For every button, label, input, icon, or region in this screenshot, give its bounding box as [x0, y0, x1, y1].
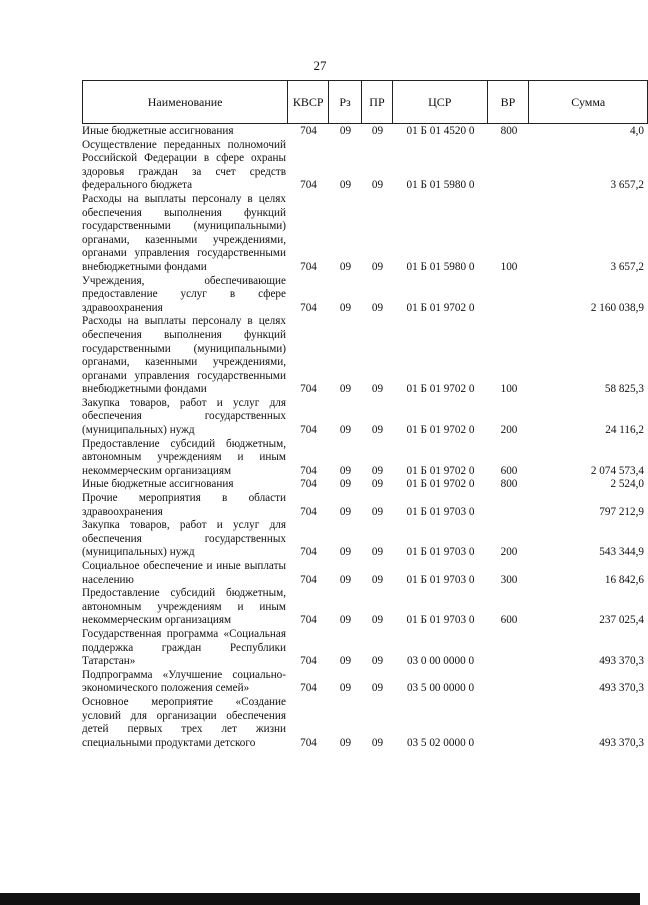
table-row: [82, 492, 648, 519]
row-kvsr: 704: [300, 573, 317, 586]
row-csr: 03 5 00 0000 0: [406, 682, 475, 695]
row-vr: 800: [500, 478, 518, 491]
row-rz: 09: [339, 736, 352, 749]
table-row: [82, 397, 648, 438]
row-kvsr: 704: [300, 179, 317, 192]
row-pr: 09: [371, 546, 384, 559]
scan-border: [0, 893, 640, 905]
row-kvsr: 704: [300, 505, 317, 518]
row-name: Учреждения, обеспечивающие предоставление услуг в сфере здравоохранения: [82, 274, 286, 314]
header-rz: Рз: [329, 81, 362, 123]
row-sum: 493 370,3: [599, 655, 644, 668]
table-row: [82, 628, 648, 669]
row-csr: 01 Б 01 9703 0: [406, 546, 475, 559]
row-rz: 09: [339, 546, 352, 559]
row-pr: 09: [371, 655, 384, 668]
row-name: Предоставление субсидий бюджетным, автономным учреждениям и иным некоммерческим организациям: [82, 587, 286, 627]
row-sum: 2 160 038,9: [590, 301, 644, 314]
row-vr: 300: [500, 573, 518, 586]
row-sum: 237 025,4: [599, 614, 644, 627]
row-rz: 09: [339, 260, 352, 273]
row-pr: 09: [371, 505, 384, 518]
row-pr: 09: [371, 682, 384, 695]
table-row: [82, 560, 648, 587]
row-sum: 493 370,3: [599, 736, 644, 749]
row-sum: 4,0: [630, 125, 644, 137]
row-vr: [488, 696, 530, 750]
row-sum: 2 524,0: [610, 478, 644, 491]
row-rz: 09: [339, 655, 352, 668]
row-name: Иные бюджетные ассигнования: [82, 125, 234, 137]
row-rz: 09: [339, 614, 352, 627]
row-kvsr: 704: [300, 383, 317, 396]
row-vr: [488, 669, 530, 696]
row-kvsr: 704: [300, 464, 317, 477]
row-rz: 09: [339, 301, 352, 314]
row-csr: 01 Б 01 4520 0: [406, 125, 475, 137]
row-rz: 09: [339, 573, 352, 586]
row-rz: 09: [339, 505, 352, 518]
table-row: [82, 669, 648, 696]
row-rz: 09: [339, 179, 352, 192]
row-kvsr: 704: [300, 682, 317, 695]
row-vr: [488, 139, 530, 193]
table-row: [82, 275, 648, 316]
row-pr: 09: [371, 464, 384, 477]
row-pr: 09: [371, 573, 384, 586]
row-name: Прочие мероприятия в области здравоохранения: [82, 492, 286, 518]
table-row: [82, 478, 648, 492]
table-row: [82, 139, 648, 193]
row-kvsr: 704: [300, 736, 317, 749]
row-vr: 100: [500, 260, 518, 273]
row-name: Закупка товаров, работ и услуг для обеспечения государственных (муниципальных) нужд: [82, 396, 286, 437]
row-pr: 09: [371, 478, 384, 491]
table-row: [82, 696, 648, 750]
table-row: [82, 519, 648, 560]
row-csr: 03 5 02 0000 0: [406, 736, 475, 749]
row-name: Государственная программа «Социальная поддержка граждан Республики Татарстан»: [82, 627, 286, 668]
table-body: [82, 125, 648, 750]
row-csr: 03 0 00 0000 0: [406, 655, 475, 668]
header-csr: ЦСР: [393, 81, 488, 123]
row-rz: 09: [339, 478, 352, 491]
row-kvsr: 704: [300, 260, 317, 273]
row-csr: 01 Б 01 9702 0: [406, 424, 475, 437]
row-kvsr: 704: [300, 301, 317, 314]
row-csr: 01 Б 01 9703 0: [406, 614, 475, 627]
row-pr: 09: [371, 736, 384, 749]
row-pr: 09: [371, 301, 384, 314]
row-name: Социальное обеспечение и иные выплаты населению: [82, 560, 286, 586]
row-vr: 600: [500, 614, 518, 627]
row-csr: 01 Б 01 9702 0: [406, 464, 475, 477]
row-kvsr: 704: [300, 614, 317, 627]
row-name: Осуществление переданных полномочий Российской Федерации в сфере охраны здоровья граждан за счет средств федерального бюджета: [82, 138, 286, 192]
row-kvsr: 704: [300, 424, 317, 437]
row-name: Расходы на выплаты персоналу в целях обеспечения выполнения функций государственными (муниципальными) органами, казенными учреждениями, органами управления государственными внебюджетными фондами: [82, 192, 286, 273]
row-name: Закупка товаров, работ и услуг для обеспечения государственных (муниципальных) нужд: [82, 519, 286, 559]
row-kvsr: 704: [300, 546, 317, 559]
row-csr: 01 Б 01 9702 0: [406, 383, 475, 396]
row-pr: 09: [371, 179, 384, 192]
table-header: [82, 80, 648, 124]
row-sum: 493 370,3: [599, 682, 644, 695]
row-name: Предоставление субсидий бюджетным, автономным учреждениям и иным некоммерческим организациям: [82, 437, 286, 477]
row-rz: 09: [339, 464, 352, 477]
header-pr: ПР: [362, 81, 393, 123]
row-sum: 58 825,3: [604, 383, 644, 396]
row-csr: 01 Б 01 5980 0: [406, 179, 475, 192]
row-vr: [488, 275, 530, 316]
row-pr: 09: [371, 125, 384, 137]
row-vr: 200: [500, 546, 518, 559]
row-rz: 09: [339, 424, 352, 437]
table-row: [82, 193, 648, 275]
row-vr: 100: [500, 383, 518, 396]
header-sum: Сумма: [571, 94, 606, 109]
row-csr: 01 Б 01 9702 0: [406, 301, 475, 314]
row-vr: [488, 628, 530, 669]
row-sum: 797 212,9: [599, 505, 644, 518]
row-kvsr: 704: [300, 478, 317, 491]
row-rz: 09: [339, 682, 352, 695]
row-csr: 01 Б 01 9703 0: [406, 505, 475, 518]
row-sum: 543 344,9: [599, 546, 644, 559]
row-pr: 09: [371, 383, 384, 396]
table-row: [82, 315, 648, 397]
table-row: [82, 438, 648, 479]
row-kvsr: 704: [300, 655, 317, 668]
page-number: 27: [313, 58, 327, 73]
row-sum: 24 116,2: [605, 424, 644, 437]
header-kvsr: КВСР: [288, 81, 329, 123]
row-pr: 09: [371, 260, 384, 273]
row-csr: 01 Б 01 9702 0: [406, 478, 475, 491]
table-row: [82, 587, 648, 628]
row-vr: 800: [500, 125, 518, 137]
row-csr: 01 Б 01 9703 0: [406, 573, 475, 586]
row-sum: 2 074 573,4: [590, 464, 644, 477]
row-rz: 09: [339, 383, 352, 396]
row-kvsr: 704: [300, 125, 317, 137]
row-vr: [488, 492, 530, 519]
row-rz: 09: [339, 125, 352, 137]
header-vr: ВР: [488, 81, 530, 123]
row-sum: 3 657,2: [610, 260, 644, 273]
row-name: Расходы на выплаты персоналу в целях обеспечения выполнения функций государственными (муниципальными) органами, казенными учреждениями, органами управления государственными внебюджетными фондами: [82, 315, 286, 396]
row-pr: 09: [371, 614, 384, 627]
row-pr: 09: [371, 424, 384, 437]
row-csr: 01 Б 01 5980 0: [406, 260, 475, 273]
row-vr: 200: [500, 424, 518, 437]
row-name: Основное мероприятие «Создание условий для организации обеспечения детей первых трех лет жизни специальными продуктами детского: [82, 695, 286, 749]
row-sum: 3 657,2: [610, 179, 644, 192]
row-name: Иные бюджетные ассигнования: [82, 478, 234, 491]
table-row: [82, 125, 648, 139]
row-name: Подпрограмма «Улучшение социально-экономического положения семей»: [82, 668, 286, 695]
row-vr: 600: [500, 464, 518, 477]
row-sum: 16 842,6: [604, 573, 644, 586]
header-name: Наименование: [83, 81, 288, 123]
